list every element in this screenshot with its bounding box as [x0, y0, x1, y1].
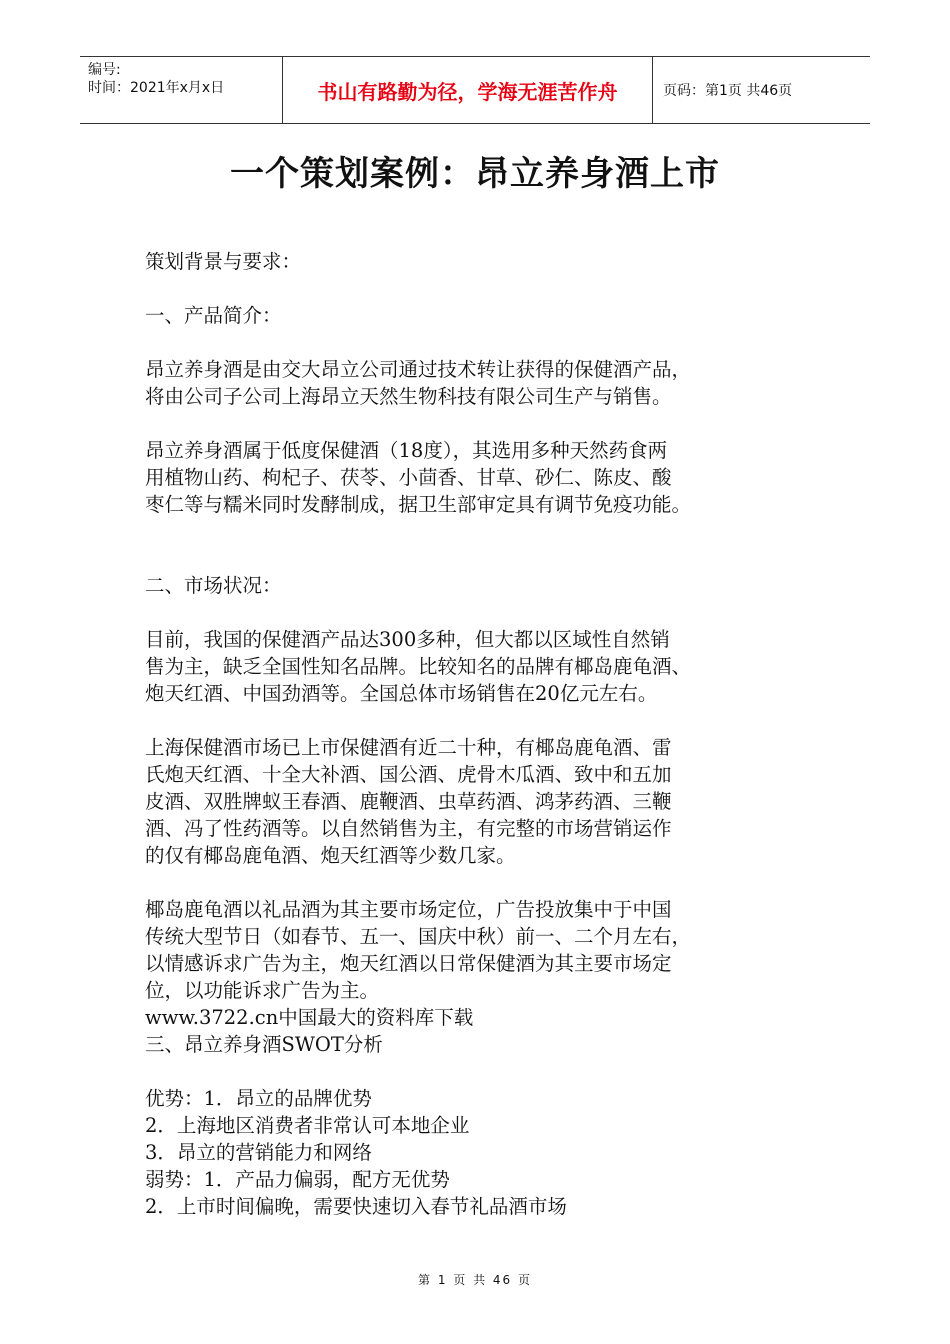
header-meta: [80, 57, 283, 123]
paragraph-line: 昂立养身酒是由交大昂立公司通过技术转让获得的保健酒产品，: [145, 358, 692, 381]
header-table: [80, 56, 870, 124]
paragraph-line: 酒、冯了性药酒等。以自然销售为主，有完整的市场营销运作: [145, 817, 672, 840]
section-heading: 策划背景与要求：: [145, 250, 302, 273]
header-page-info: 页码：第1页 共46页: [663, 83, 793, 99]
header-motto: 书山有路勤为径，学海无涯苦作舟: [283, 57, 653, 123]
paragraph-line: 将由公司子公司上海昂立天然生物科技有限公司生产与销售。: [145, 385, 672, 408]
list-item: 2．上海地区消费者非常认可本地企业: [145, 1114, 470, 1137]
source-line: www.3722.cn中国最大的资料库下载: [145, 1006, 474, 1029]
paragraph-line: 枣仁等与糯米同时发酵制成，据卫生部审定具有调节免疫功能。: [145, 493, 692, 516]
paragraph-line: 上海保健酒市场已上市保健酒有近二十种，有椰岛鹿龟酒、雷: [145, 736, 672, 759]
list-item: 优势：1．昂立的品牌优势: [145, 1087, 372, 1110]
paragraph-line: 用植物山药、枸杞子、茯苓、小茴香、甘草、砂仁、陈皮、酸: [145, 466, 672, 489]
paragraph-line: 氏炮天红酒、十全大补酒、国公酒、虎骨木瓜酒、致中和五加: [145, 763, 672, 786]
paragraph-line: 传统大型节日（如春节、五一、国庆中秋）前一、二个月左右，: [145, 925, 692, 948]
list-item: 2．上市时间偏晚，需要快速切入春节礼品酒市场: [145, 1195, 567, 1218]
list-item: 3．昂立的营销能力和网络: [145, 1141, 372, 1164]
section-heading: 三、昂立养身酒SWOT分析: [145, 1033, 383, 1056]
paragraph-line: 的仅有椰岛鹿龟酒、炮天红酒等少数几家。: [145, 844, 516, 867]
time-label: 时间：2021年x月x日: [88, 80, 225, 96]
paragraph-line: 皮酒、双胜牌蚁王春酒、鹿鞭酒、虫草药酒、鸿茅药酒、三鞭: [145, 790, 672, 813]
number-label: 编号:: [88, 62, 121, 78]
paragraph-line: 售为主，缺乏全国性知名品牌。比较知名的品牌有椰岛鹿龟酒、: [145, 655, 692, 678]
section-heading: 二、市场状况：: [145, 574, 282, 597]
paragraph-line: 以情感诉求广告为主，炮天红酒以日常保健酒为其主要市场定: [145, 952, 672, 975]
page-footer: 第 1 页 共 46 页: [418, 1273, 532, 1287]
paragraph-line: 椰岛鹿龟酒以礼品酒为其主要市场定位，广告投放集中于中国: [145, 898, 672, 921]
paragraph-line: 炮天红酒、中国劲酒等。全国总体市场销售在20亿元左右。: [145, 682, 658, 705]
document-body: [145, 248, 810, 1220]
paragraph-line: 目前，我国的保健酒产品达300多种，但大都以区域性自然销: [145, 628, 670, 651]
paragraph-line: 位，以功能诉求广告为主。: [145, 979, 380, 1002]
paragraph-line: 昂立养身酒属于低度保健酒（18度），其选用多种天然药食两: [145, 439, 668, 462]
section-heading: 一、产品简介：: [145, 304, 282, 327]
document-title: 一个策划案例：昂立养身酒上市: [230, 154, 720, 194]
list-item: 弱势：1．产品力偏弱，配方无优势: [145, 1168, 450, 1191]
